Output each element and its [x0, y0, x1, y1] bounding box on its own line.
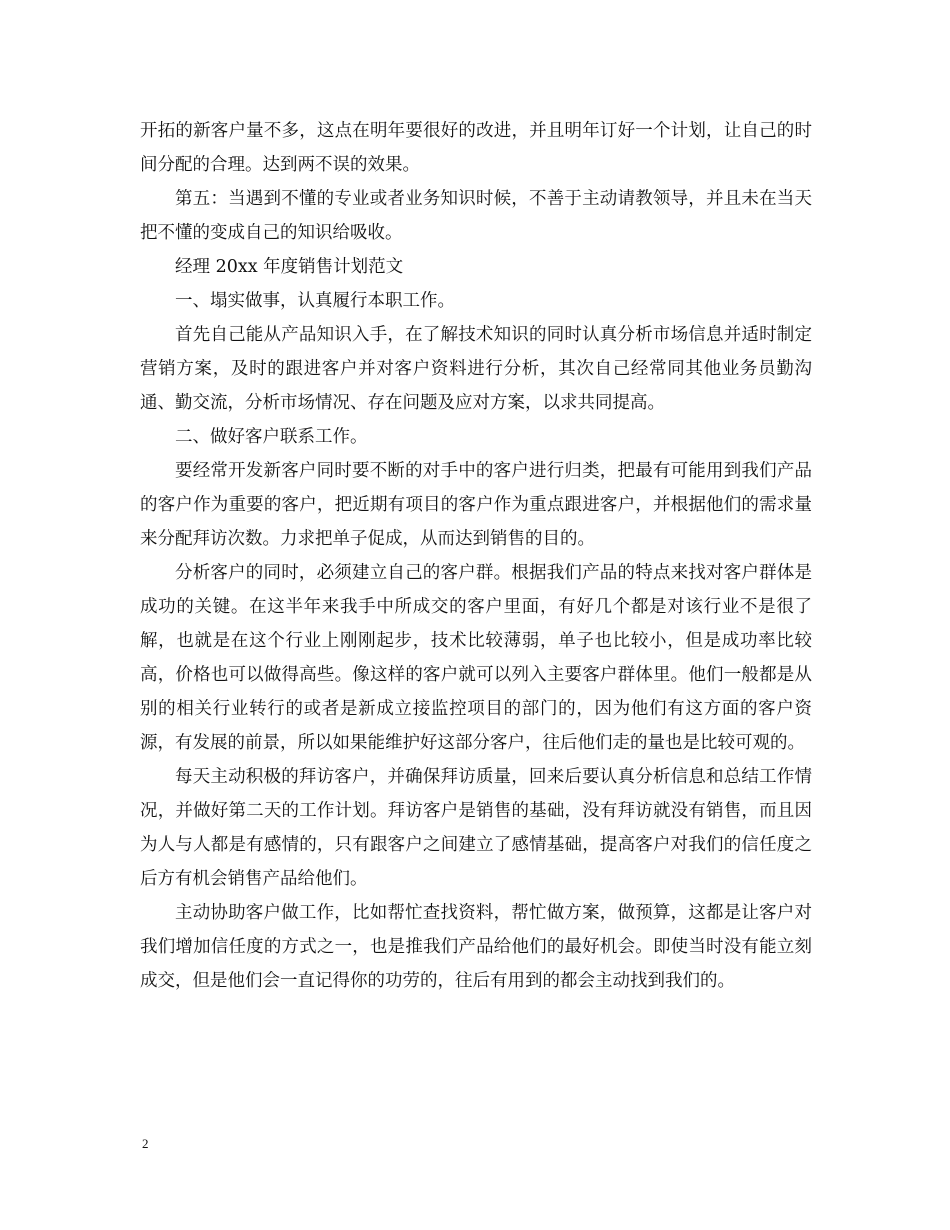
section-heading: 二、做好客户联系工作。 — [175, 427, 368, 447]
page-number: 2 — [142, 1136, 149, 1151]
document-body — [140, 114, 812, 998]
paragraph: 第五：当遇到不懂的专业或者业务知识时候，不善于主动请教领导，并且未在当天把不懂的变成自己的知识给吸收。 — [140, 189, 812, 243]
paragraph: 主动协助客户做工作，比如帮忙查找资料，帮忙做方案，做预算，这都是让客户对我们增加信任度的方式之一，也是推我们产品给他们的最好机会。即使当时没有能立刻成交，但是他们会一直记得你的功劳的，往后有用到的都会主动找到我们的。 — [140, 903, 812, 991]
section-heading: 一、塌实做事，认真履行本职工作。 — [175, 291, 455, 311]
paragraph: 分析客户的同时，必须建立自己的客户群。根据我们产品的特点来找对客户群体是成功的关键。在这半年来我手中所成交的客户里面，有好几个都是对该行业不是很了解，也就是在这个行业上刚刚起步，技术比较薄弱，单子也比较小，但是成功率比较高，价格也可以做得高些。像这样的客户就可以列入主要客户群体里。他们一般都是从别的相关行业转行的或者是新成立接监控项目的部门的，因为他们有这方面的客户资源，有发展的前景，所以如果能维护好这部分客户，往后他们走的量也是比较可观的。 — [140, 563, 812, 753]
section-title: 经理 20xx 年度销售计划范文 — [175, 257, 404, 277]
paragraph: 每天主动积极的拜访客户，并确保拜访质量，回来后要认真分析信息和总结工作情况，并做好第二天的工作计划。拜访客户是销售的基础，没有拜访就没有销售，而且因为人与人都是有感情的，只有跟客户之间建立了感情基础，提高客户对我们的信任度之后方有机会销售产品给他们。 — [140, 767, 812, 889]
paragraph: 开拓的新客户量不多，这点在明年要很好的改进，并且明年订好一个计划，让自己的时间分配的合理。达到两不误的效果。 — [140, 121, 812, 175]
paragraph: 要经常开发新客户同时要不断的对手中的客户进行归类，把最有可能用到我们产品的客户作为重要的客户，把近期有项目的客户作为重点跟进客户，并根据他们的需求量来分配拜访次数。力求把单子促成，从而达到销售的目的。 — [140, 461, 812, 549]
paragraph: 首先自己能从产品知识入手，在了解技术知识的同时认真分析市场信息并适时制定营销方案，及时的跟进客户并对客户资料进行分析，其次自己经常同其他业务员勤沟通、勤交流，分析市场情况、存在问题及应对方案，以求共同提高。 — [140, 325, 812, 413]
